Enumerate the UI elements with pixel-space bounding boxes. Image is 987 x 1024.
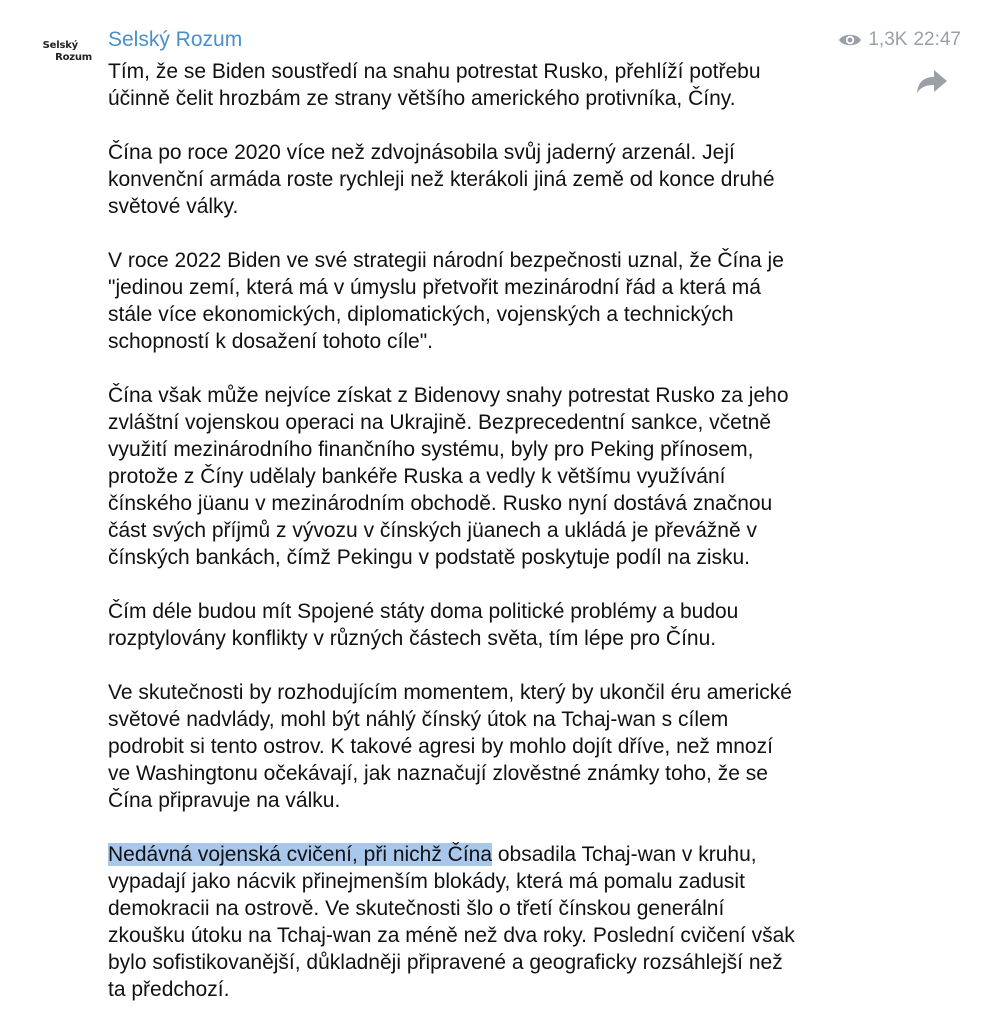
message-time: 22:47 [913, 29, 961, 50]
avatar-text-line2: Rozum [55, 52, 92, 63]
channel-name[interactable]: Selský Rozum [108, 28, 243, 51]
message-meta [838, 29, 961, 51]
selected-text-highlight[interactable]: Nedávná vojenská cvičení, při nichž Čína [108, 843, 493, 866]
message-paragraph-7 [108, 841, 908, 1003]
message-paragraph-1: Tím, že se Biden soustředí na snahu potrestat Rusko, přehlíží potřebu účinně čelit hrozbám ze strany většího amerického protivníka, Číny. [108, 60, 761, 110]
avatar-text-line1: Selský [42, 40, 78, 51]
eye-icon [838, 31, 862, 49]
message-text [108, 58, 908, 1003]
message-paragraph-2: Čína po roce 2020 více než zdvojnásobila svůj jaderný arzenál. Její konvenční armáda roste rychleji než kterákoli jiná země od konce druhé světové války. [108, 141, 775, 218]
message-paragraph-3: V roce 2022 Biden ve své strategii národní bezpečnosti uznal, že Čína je "jedinou zemí, která má v úmyslu přetvořit mezinárodní řád a která má stále více ekonomických, diplomatických, vojenských a technických schopností k dosažení tohoto cíle". [108, 249, 784, 353]
forward-share-icon[interactable] [914, 66, 950, 96]
channel-avatar[interactable] [26, 40, 92, 74]
paragraph-7-rest: obsadila Tchaj-wan v kruhu, vypadají jako nácvik přinejmenším blokády, která má pomalu zadusit demokracii na ostrově. Ve skutečnosti šlo o třetí čínskou generální zkoušku útoku na Tchaj-wan za méně než dva roky. Poslední cvičení však bylo sofistikovanější, důkladněji připravené a geograficky rozsáhlejší než ta předchozí. [108, 843, 795, 1001]
message-paragraph-4: Čína však může nejvíce získat z Bidenovy snahy potrestat Rusko za jeho zvláštní vojenskou operaci na Ukrajině. Bezprecedentní sankce, včetně využití mezinárodního finančního systému, byly pro Peking přínosem, protože z Číny udělaly bankéře Ruska a vedly k většímu využívání čínského jüanu v mezinárodním obchodě. Rusko nyní dostává značnou část svých příjmů z vývozu v čínských jüanech a ukládá je převážně v čínských bankách, čímž Pekingu v podstatě poskytuje podíl na zisku. [108, 384, 789, 569]
message-paragraph-5: Čím déle budou mít Spojené státy doma politické problémy a budou rozptylovány konflikty v různých částech světa, tím lépe pro Čínu. [108, 600, 739, 650]
view-count: 1,3K [868, 29, 908, 50]
message-paragraph-6: Ve skutečnosti by rozhodujícím momentem, který by ukončil éru americké světové nadvlády, mohl být náhlý čínský útok na Tchaj-wan s cílem podrobit si tento ostrov. K takové agresi by mohlo dojít dříve, než mnozí ve Washingtonu očekávají, jak naznačují zlověstné známky toho, že se Čína připravuje na válku. [108, 681, 792, 812]
